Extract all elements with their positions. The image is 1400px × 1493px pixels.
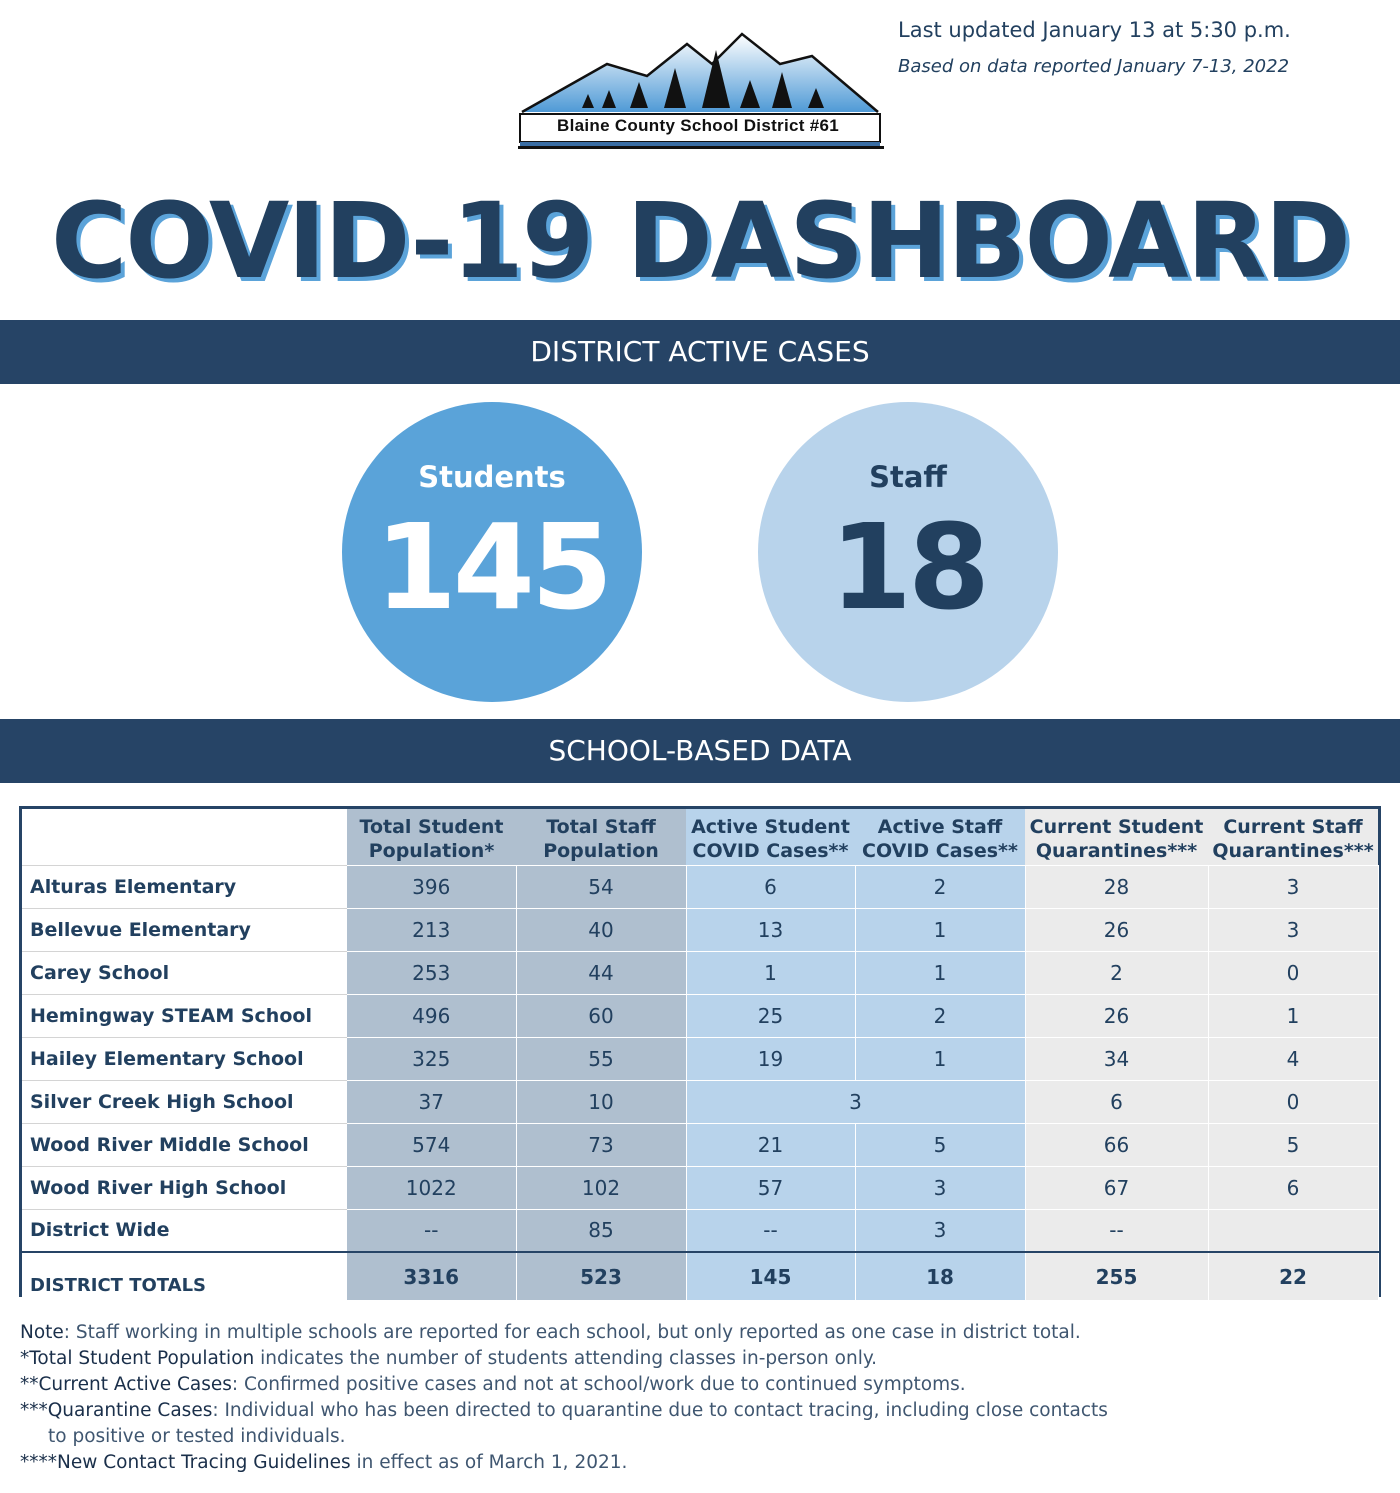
table-cell: 10 bbox=[516, 1080, 686, 1123]
table-cell: 60 bbox=[516, 994, 686, 1037]
table-cell: 3 bbox=[1208, 908, 1378, 951]
table-cell: 26 bbox=[1025, 908, 1208, 951]
table-cell: 2 bbox=[855, 865, 1025, 908]
school-name: Wood River Middle School bbox=[22, 1123, 347, 1166]
table-cell: 44 bbox=[516, 951, 686, 994]
table-cell: 6 bbox=[686, 865, 855, 908]
table-cell: 496 bbox=[347, 994, 516, 1037]
footnote-key: New Contact Tracing Guidelines bbox=[57, 1452, 351, 1473]
students-label: Students bbox=[418, 460, 566, 494]
total-cell: 255 bbox=[1025, 1252, 1208, 1300]
footnote-marker: ** bbox=[20, 1374, 39, 1395]
school-name: Wood River High School bbox=[22, 1166, 347, 1209]
footnote bbox=[20, 1450, 1380, 1476]
table-cell: -- bbox=[1025, 1209, 1208, 1252]
total-cell: 3316 bbox=[347, 1252, 516, 1300]
table-cell: 67 bbox=[1025, 1166, 1208, 1209]
footnote-continuation: to positive or tested individuals. bbox=[48, 1426, 346, 1447]
students-active-count: 145 bbox=[374, 498, 610, 636]
table-cell: 0 bbox=[1208, 1080, 1378, 1123]
column-header: Current Student Quarantines*** bbox=[1025, 809, 1208, 865]
table-header-row bbox=[22, 809, 1378, 865]
logo-text: Blaine County School District #61 bbox=[557, 116, 839, 135]
column-header: Total Student Population* bbox=[347, 809, 516, 865]
total-cell: 18 bbox=[855, 1252, 1025, 1300]
table-cell: 1 bbox=[855, 1037, 1025, 1080]
table-cell: 1022 bbox=[347, 1166, 516, 1209]
table-cell: 5 bbox=[1208, 1123, 1378, 1166]
table-cell: 1 bbox=[686, 951, 855, 994]
footnote-marker: *** bbox=[20, 1400, 48, 1421]
table-cell: -- bbox=[347, 1209, 516, 1252]
table-cell: 325 bbox=[347, 1037, 516, 1080]
staff-active-count: 18 bbox=[829, 498, 987, 636]
footnote bbox=[20, 1320, 1380, 1346]
table-cell: 28 bbox=[1025, 865, 1208, 908]
table-cell: 6 bbox=[1025, 1080, 1208, 1123]
table-cell: 19 bbox=[686, 1037, 855, 1080]
school-name: Hemingway STEAM School bbox=[22, 994, 347, 1037]
table-row bbox=[22, 951, 1378, 994]
footnote-marker: * bbox=[20, 1348, 30, 1369]
data-period: Based on data reported January 7-13, 2022 bbox=[898, 56, 1290, 77]
table-cell: 2 bbox=[855, 994, 1025, 1037]
table-row bbox=[22, 1123, 1378, 1166]
table-cell: -- bbox=[686, 1209, 855, 1252]
table-row bbox=[22, 1166, 1378, 1209]
table-row bbox=[22, 908, 1378, 951]
column-header: Current Staff Quarantines*** bbox=[1208, 809, 1378, 865]
table-row bbox=[22, 1080, 1378, 1123]
school-name: District Wide bbox=[22, 1209, 347, 1252]
footnote-marker: **** bbox=[20, 1452, 57, 1473]
footnote-key: Note bbox=[20, 1322, 64, 1343]
school-name: Hailey Elementary School bbox=[22, 1037, 347, 1080]
table-cell: 25 bbox=[686, 994, 855, 1037]
footnote-text: indicates the number of students attending classes in-person only. bbox=[254, 1348, 878, 1369]
table-cell: 0 bbox=[1208, 951, 1378, 994]
table-row bbox=[22, 1037, 1378, 1080]
table-cell: 57 bbox=[686, 1166, 855, 1209]
footnote-key: Current Active Cases bbox=[38, 1374, 232, 1395]
footnote-text: : Staff working in multiple schools are reported for each school, but only reported as one case in district total. bbox=[63, 1322, 1081, 1343]
school-data-table bbox=[22, 809, 1379, 1300]
table-cell: 1 bbox=[1208, 994, 1378, 1037]
footnotes bbox=[20, 1320, 1380, 1476]
footnote bbox=[20, 1398, 1380, 1424]
table-cell: 3 bbox=[1208, 865, 1378, 908]
table-cell: 73 bbox=[516, 1123, 686, 1166]
table-row bbox=[22, 865, 1378, 908]
footnote-text: : Individual who has been directed to quarantine due to contact tracing, including close contacts bbox=[212, 1400, 1108, 1421]
table-cell: 213 bbox=[347, 908, 516, 951]
staff-active-circle bbox=[758, 402, 1058, 702]
district-active-cases-band: DISTRICT ACTIVE CASES bbox=[0, 320, 1400, 384]
table-row bbox=[22, 1209, 1378, 1252]
school-name: Silver Creek High School bbox=[22, 1080, 347, 1123]
footnote-text: : Confirmed positive cases and not at school/work due to continued symptoms. bbox=[231, 1374, 966, 1395]
footnote-key: Quarantine Cases bbox=[47, 1400, 213, 1421]
total-cell: 145 bbox=[686, 1252, 855, 1300]
table-cell: 5 bbox=[855, 1123, 1025, 1166]
school-based-data-band: SCHOOL-BASED DATA bbox=[0, 719, 1400, 783]
table-cell: 1 bbox=[855, 908, 1025, 951]
table-cell: 55 bbox=[516, 1037, 686, 1080]
table-cell: 3 bbox=[855, 1209, 1025, 1252]
total-cell: 523 bbox=[516, 1252, 686, 1300]
table-cell: 4 bbox=[1208, 1037, 1378, 1080]
school-name-header bbox=[22, 809, 347, 865]
table-cell: 34 bbox=[1025, 1037, 1208, 1080]
column-header: Total Staff Population bbox=[516, 809, 686, 865]
school-name: Bellevue Elementary bbox=[22, 908, 347, 951]
table-cell: 26 bbox=[1025, 994, 1208, 1037]
totals-label: DISTRICT TOTALS bbox=[22, 1252, 347, 1300]
footnote bbox=[20, 1372, 1380, 1398]
table-cell: 21 bbox=[686, 1123, 855, 1166]
table-cell: 3 bbox=[855, 1166, 1025, 1209]
school-data-table-container bbox=[19, 806, 1381, 1297]
footnote bbox=[20, 1346, 1380, 1372]
table-row bbox=[22, 994, 1378, 1037]
table-cell: 102 bbox=[516, 1166, 686, 1209]
column-header: Active Staff COVID Cases** bbox=[855, 809, 1025, 865]
totals-row bbox=[22, 1252, 1378, 1300]
table-cell: 54 bbox=[516, 865, 686, 908]
page-title: COVID-19 DASHBOARD bbox=[50, 180, 1350, 302]
footnote-key: Total Student Population bbox=[29, 1348, 255, 1369]
footnote-text: in effect as of March 1, 2021. bbox=[350, 1452, 628, 1473]
table-cell-merged: 3 bbox=[686, 1080, 1025, 1123]
district-logo bbox=[512, 24, 888, 154]
table-cell: 6 bbox=[1208, 1166, 1378, 1209]
table-cell: 85 bbox=[516, 1209, 686, 1252]
table-cell: 1 bbox=[855, 951, 1025, 994]
school-name: Alturas Elementary bbox=[22, 865, 347, 908]
table-cell: 37 bbox=[347, 1080, 516, 1123]
table-cell: 396 bbox=[347, 865, 516, 908]
table-cell: 13 bbox=[686, 908, 855, 951]
total-cell: 22 bbox=[1208, 1252, 1378, 1300]
table-cell: 40 bbox=[516, 908, 686, 951]
last-updated: Last updated January 13 at 5:30 p.m. bbox=[898, 18, 1291, 42]
table-cell: 66 bbox=[1025, 1123, 1208, 1166]
table-cell: 574 bbox=[347, 1123, 516, 1166]
staff-label: Staff bbox=[869, 460, 947, 494]
table-cell: 2 bbox=[1025, 951, 1208, 994]
school-name: Carey School bbox=[22, 951, 347, 994]
column-header: Active Student COVID Cases** bbox=[686, 809, 855, 865]
students-active-circle bbox=[342, 402, 642, 702]
table-cell bbox=[1208, 1209, 1378, 1252]
table-cell: 253 bbox=[347, 951, 516, 994]
